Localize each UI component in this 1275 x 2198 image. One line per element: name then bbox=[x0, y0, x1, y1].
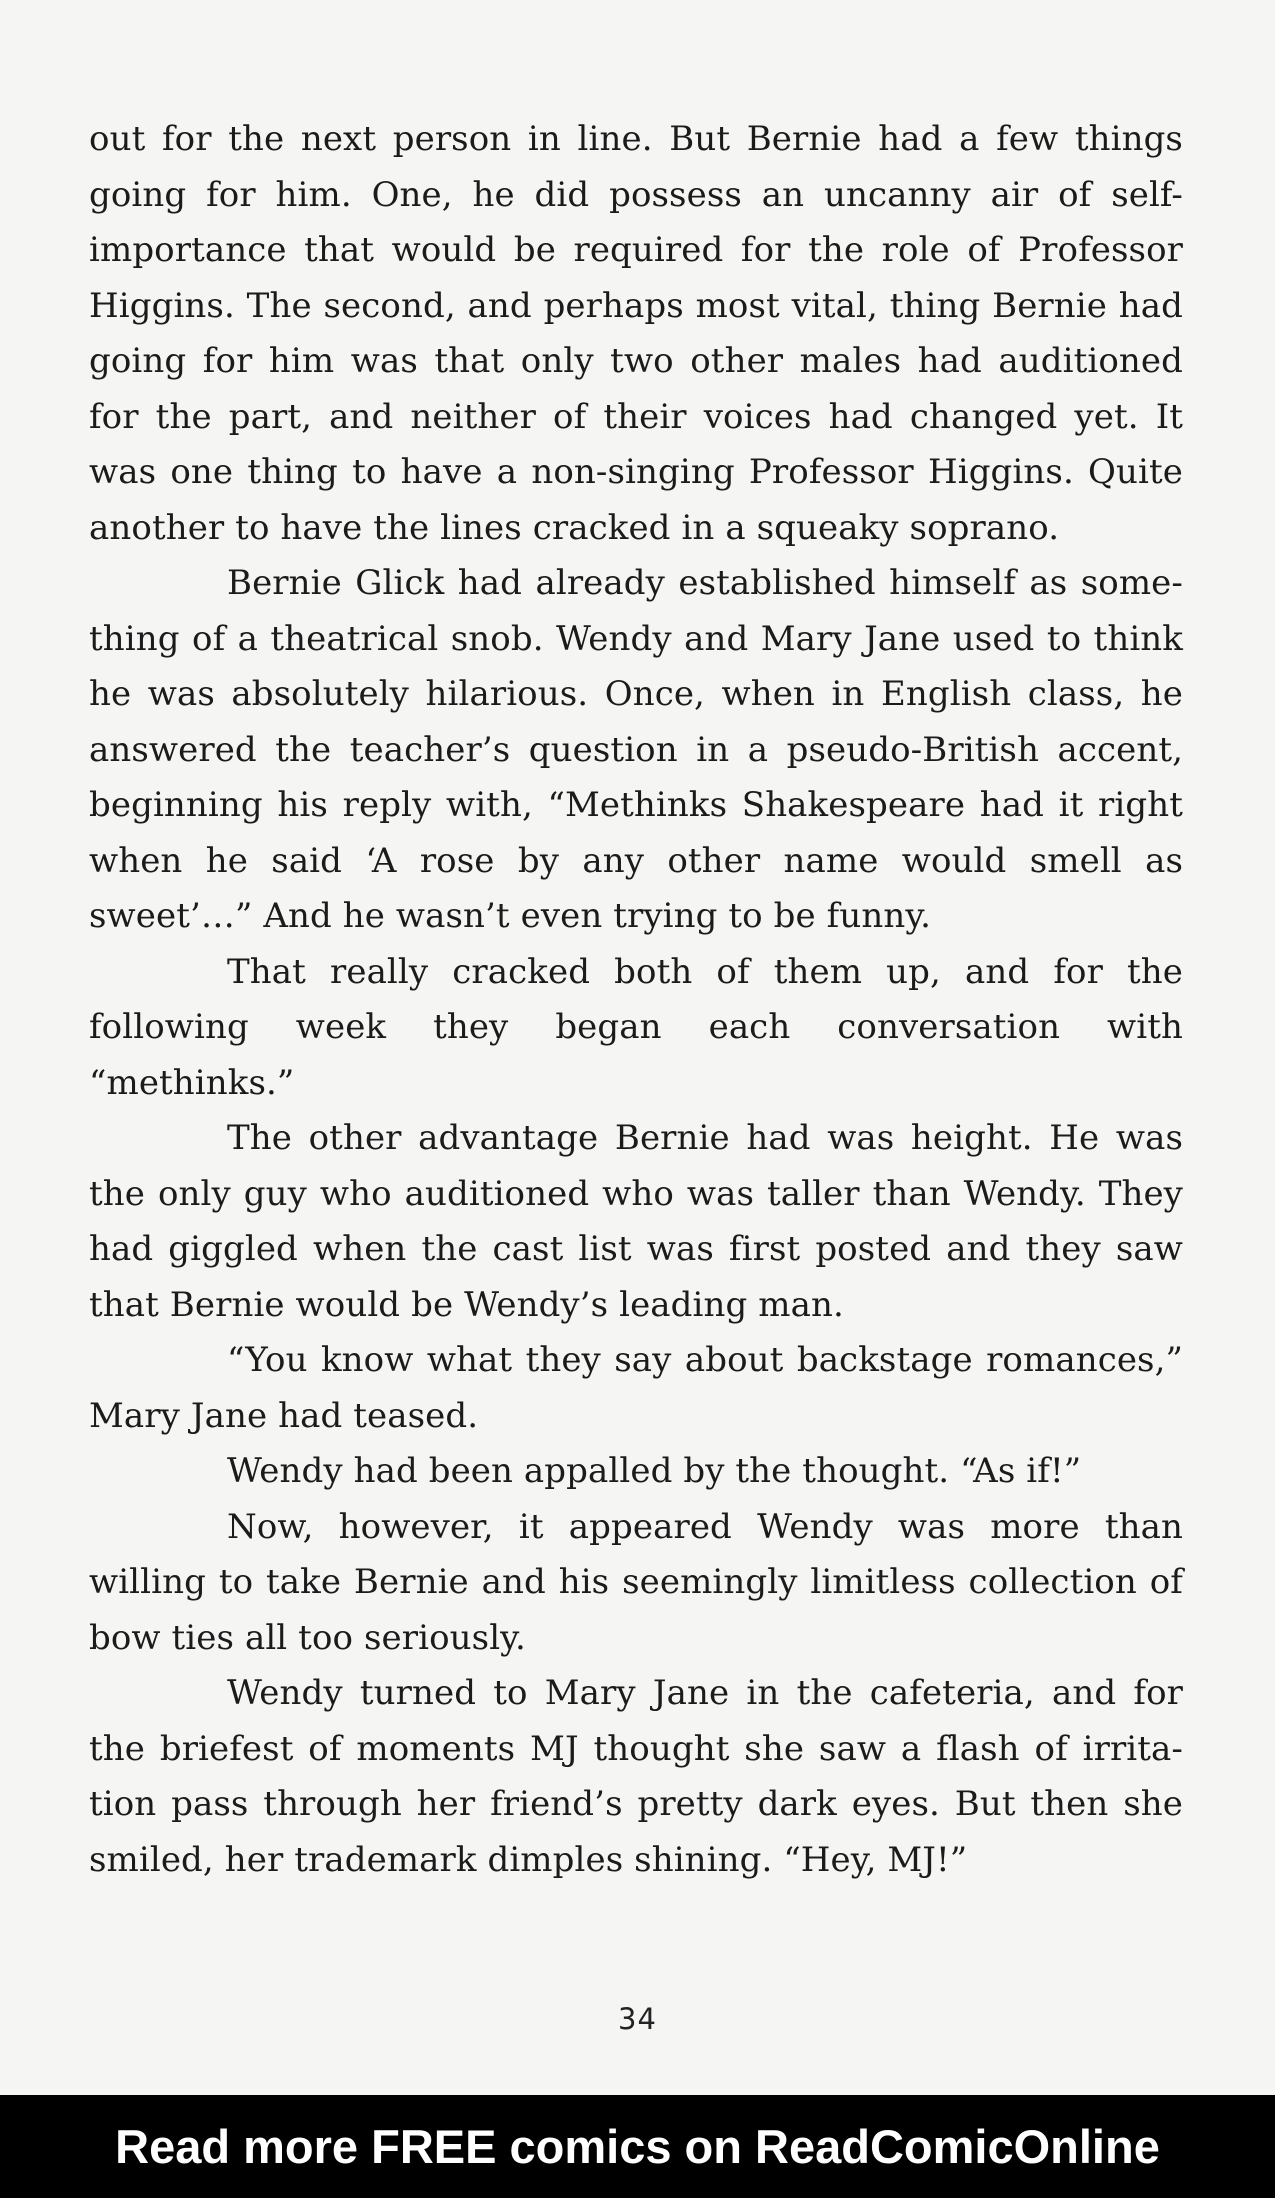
promo-banner[interactable] bbox=[0, 2095, 1275, 2198]
paragraph: out for the next person in line. But Bernie had a few things going for him. One, he did possess an uncanny air of self-importance that would be required for the role of Professor Higgins. The second, and perhaps most vital, thing Bernie had going for him was that only two other males had auditioned for the part, and neither of their voices had changed yet. It was one thing to have a non-singing Professor Higgins. Quite another to have the lines cracked in a squeaky soprano. bbox=[89, 119, 1183, 548]
paragraph: “You know what they say about backstage romances,” Mary Jane had teased. bbox=[89, 1340, 1183, 1436]
paragraph: That really cracked both of them up, and for the following week they began each conversation with “methinks.” bbox=[89, 951, 1183, 1103]
paragraph: Wendy had been appalled by the thought. “As if!” bbox=[227, 1451, 1082, 1491]
paragraph: Now, however, it appeared Wendy was more than willing to take Bernie and his seemingly limitless collection of bow ties all too seriously. bbox=[89, 1506, 1183, 1658]
banner-link-text[interactable]: Read more FREE comics on ReadComicOnline bbox=[115, 2120, 1160, 2173]
paragraph: Wendy turned to Mary Jane in the cafeteria, and for the briefest of moments MJ thought she saw a flash of irrita-tion pass through her friend’s pretty dark eyes. But then she smiled, her trademark dimples shining. “Hey, MJ!” bbox=[89, 1673, 1183, 1880]
page-number: 34 bbox=[618, 2002, 657, 2036]
body-text bbox=[89, 112, 1183, 1888]
paragraph: The other advantage Bernie had was height. He was the only guy who auditioned who was taller than Wendy. They had giggled when the cast list was first posted and they saw that Bernie would be Wendy’s leading man. bbox=[89, 1118, 1183, 1325]
paragraph: Bernie Glick had already established himself as some-thing of a theatrical snob. Wendy and Mary Jane used to think he was absolutely hilarious. Once, when in English class, he answered the teacher’s question in a pseudo-British accent, beginning his reply with, “Methinks Shakespeare had it right when he said ‘A rose by any other name would smell as sweet’…” And he wasn’t even trying to be funny. bbox=[89, 563, 1183, 936]
